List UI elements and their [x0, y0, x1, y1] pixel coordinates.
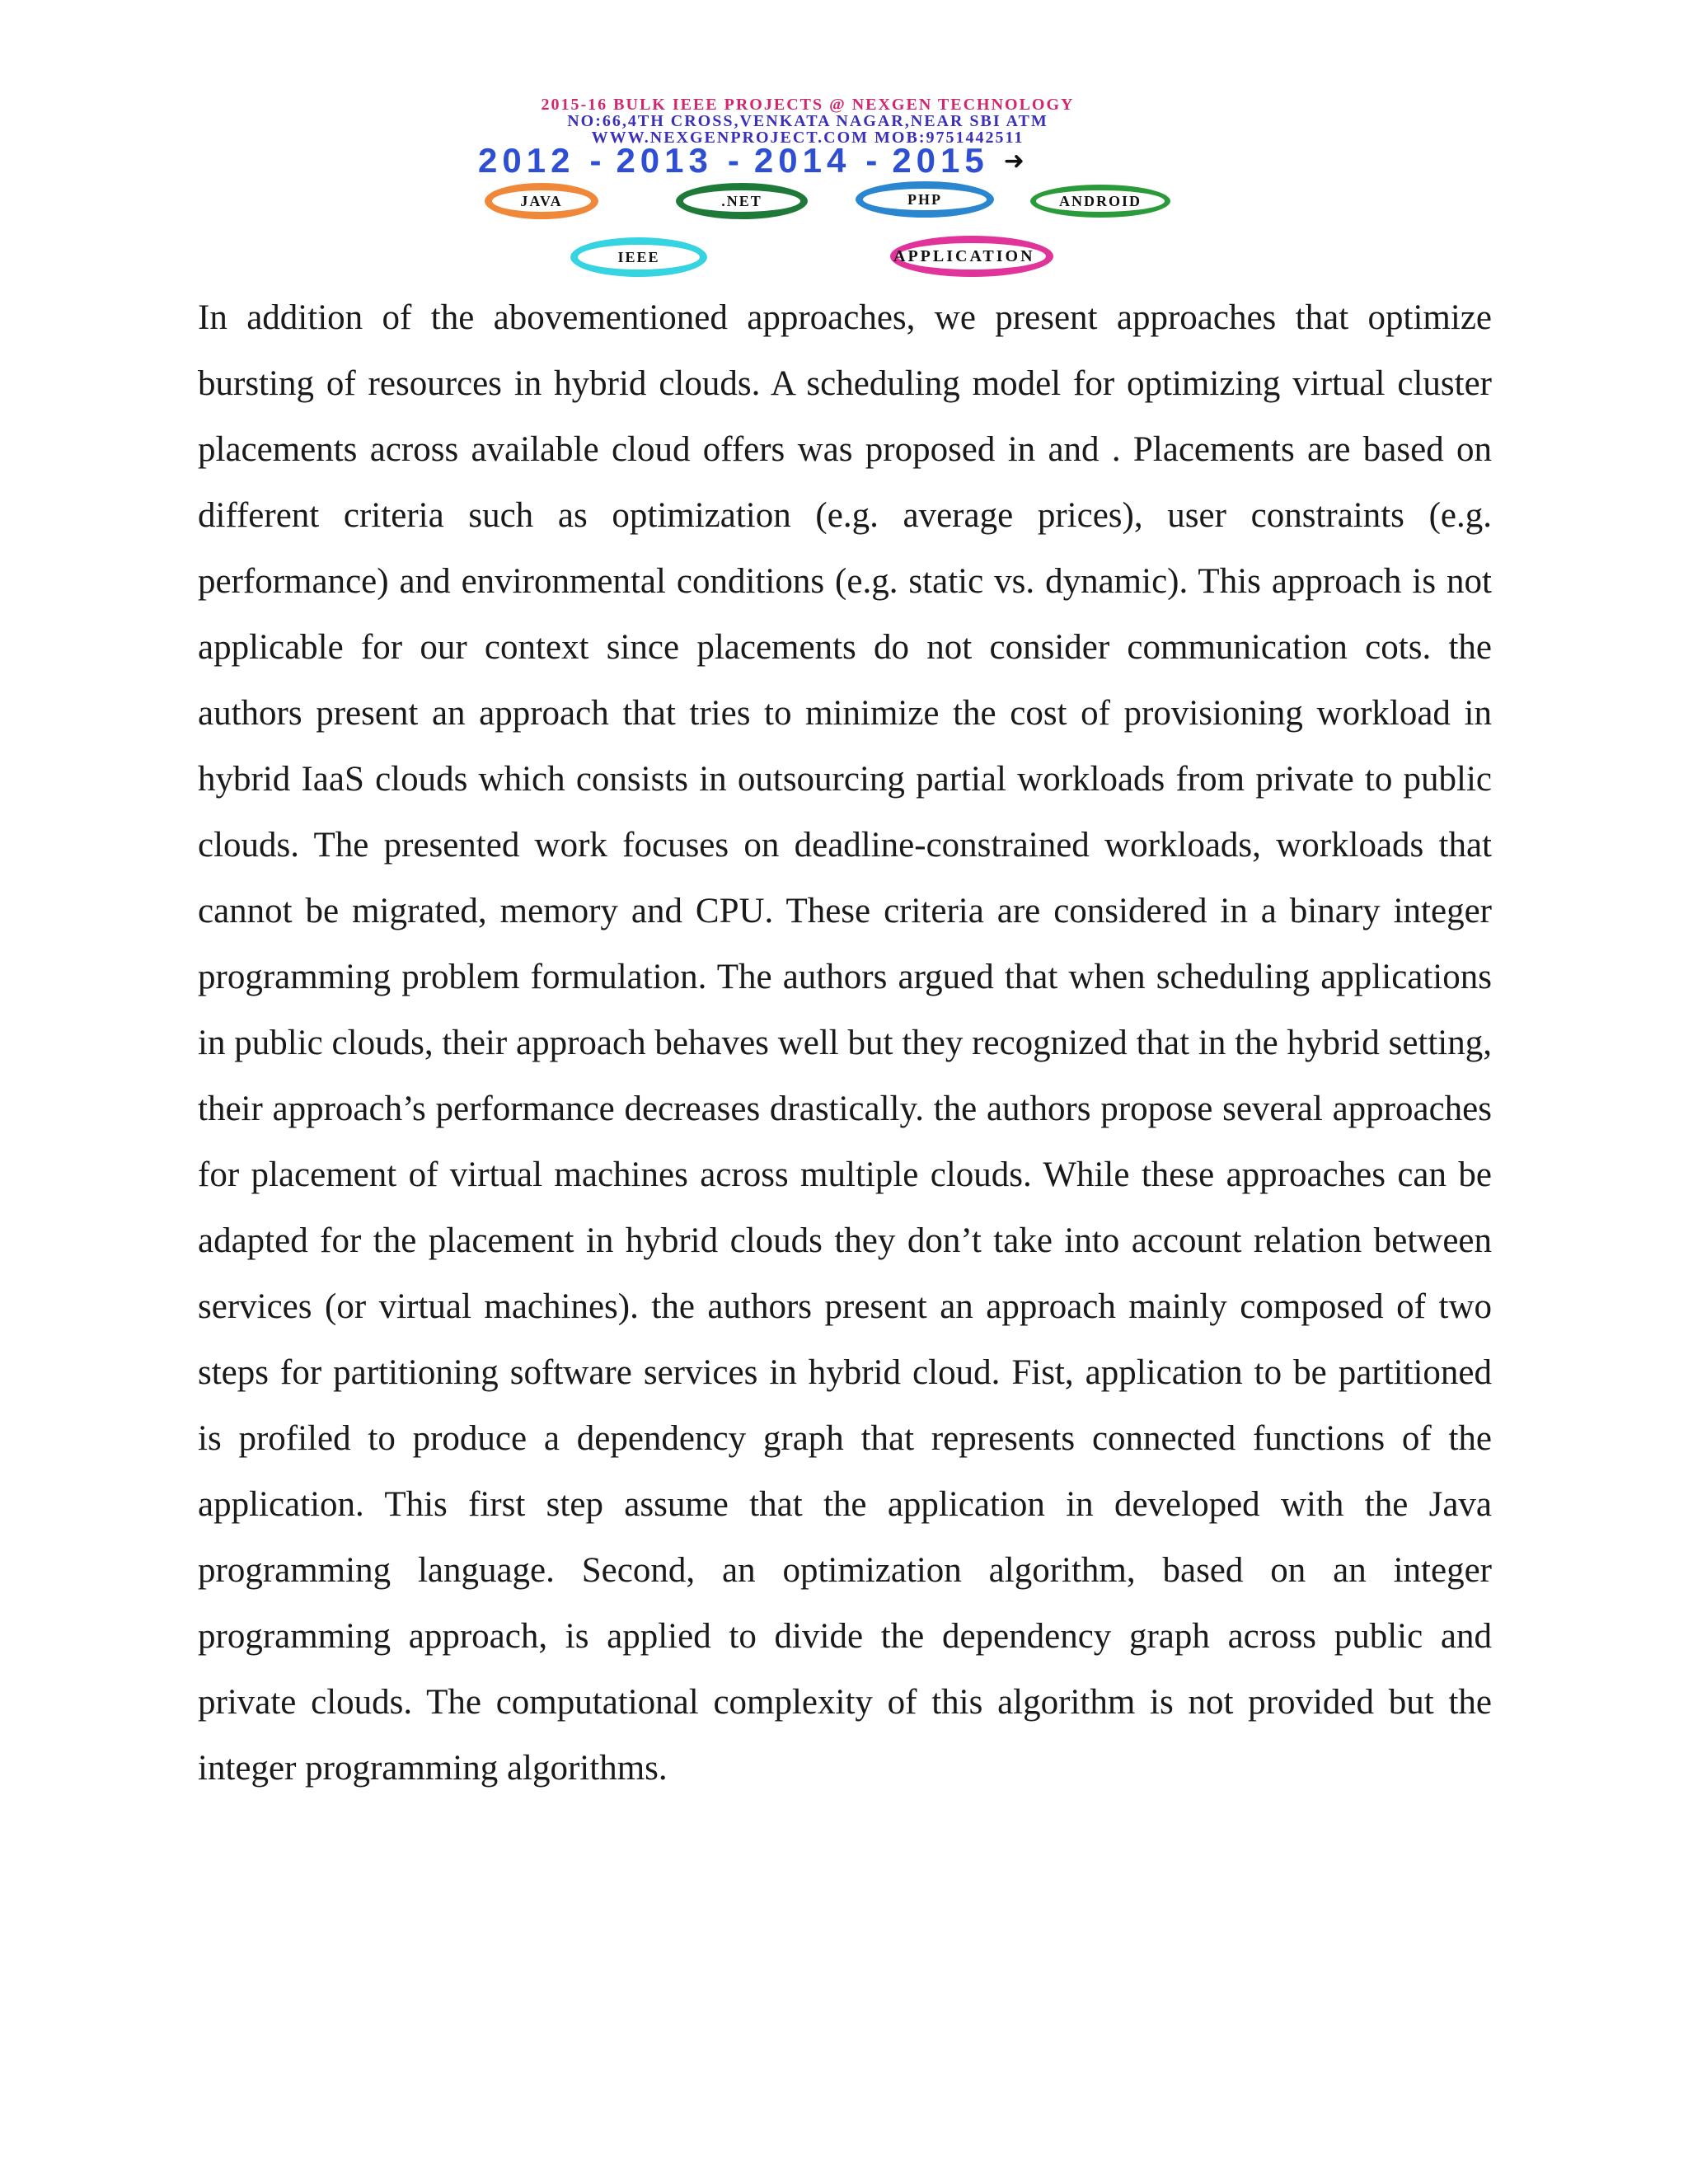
banner-title: 2015-16 BULK IEEE PROJECTS @ NEXGEN TECHNOLOGY — [541, 96, 1075, 114]
year-separator: - — [589, 141, 602, 180]
year-label: 2014 — [753, 141, 851, 180]
banner-years — [478, 140, 1236, 181]
year-label: 2012 — [478, 141, 575, 180]
body-paragraph: In addition of the abovementioned approaches, we present approaches that optimize bursting of resources in hybrid clouds. A scheduling model for optimizing virtual cluster placements across available cloud offers was proposed in and . Placements are based on different criteria such as optimization (e.g. average prices), user constraints (e.g. performance) and environmental conditions (e.g. static vs. dynamic). This approach is not applicable for our context since placements do not consider communication cots. the authors present an approach that tries to minimize the cost of provisioning workload in hybrid IaaS clouds which consists in outsourcing partial workloads from private to public clouds. The presented work focuses on deadline-constrained workloads, workloads that cannot be migrated, memory and CPU. These criteria are considered in a binary integer programming problem formulation. The authors argued that when scheduling applications in public clouds, their approach behaves well but they recognized that in the hybrid setting, their approach’s performance decreases drastically. the authors propose several approaches for placement of virtual machines across multiple clouds. While these approaches can be adapted for the placement in hybrid clouds they don’t take into account relation between services (or virtual machines). the authors present an approach mainly composed of two steps for partitioning software services in hybrid cloud. Fist, application to be partitioned is profiled to produce a dependency graph that represents connected functions of the application. This first step assume that the application in developed with the Java programming language. Second, an optimization algorithm, based on an integer programming approach, is applied to divide the dependency graph across public and private clouds. The computational complexity of this algorithm is not provided but the integer programming algorithms. — [198, 298, 1492, 1788]
ieee-badge: IEEE — [570, 237, 707, 277]
year-separator: - — [865, 141, 878, 180]
arrow-right-icon: ➜ — [1003, 147, 1025, 175]
android-badge: ANDROID — [1030, 185, 1170, 218]
dotnet-badge: .NET — [676, 183, 808, 219]
php-badge: PHP — [856, 181, 994, 218]
header-banner — [346, 92, 1269, 287]
year-label: 2015 — [892, 141, 989, 180]
document-body — [198, 285, 1492, 1802]
java-badge: JAVA — [485, 183, 598, 219]
year-label: 2013 — [616, 141, 713, 180]
banner-address: NO:66,4TH CROSS,VENKATA NAGAR,NEAR SBI ATM — [567, 112, 1048, 130]
banner-contact: WWW.NEXGENPROJECT.COM MOB:9751442511 — [591, 129, 1025, 147]
year-separator: - — [727, 141, 739, 180]
application-badge-label: APPLICATION — [893, 247, 1035, 265]
